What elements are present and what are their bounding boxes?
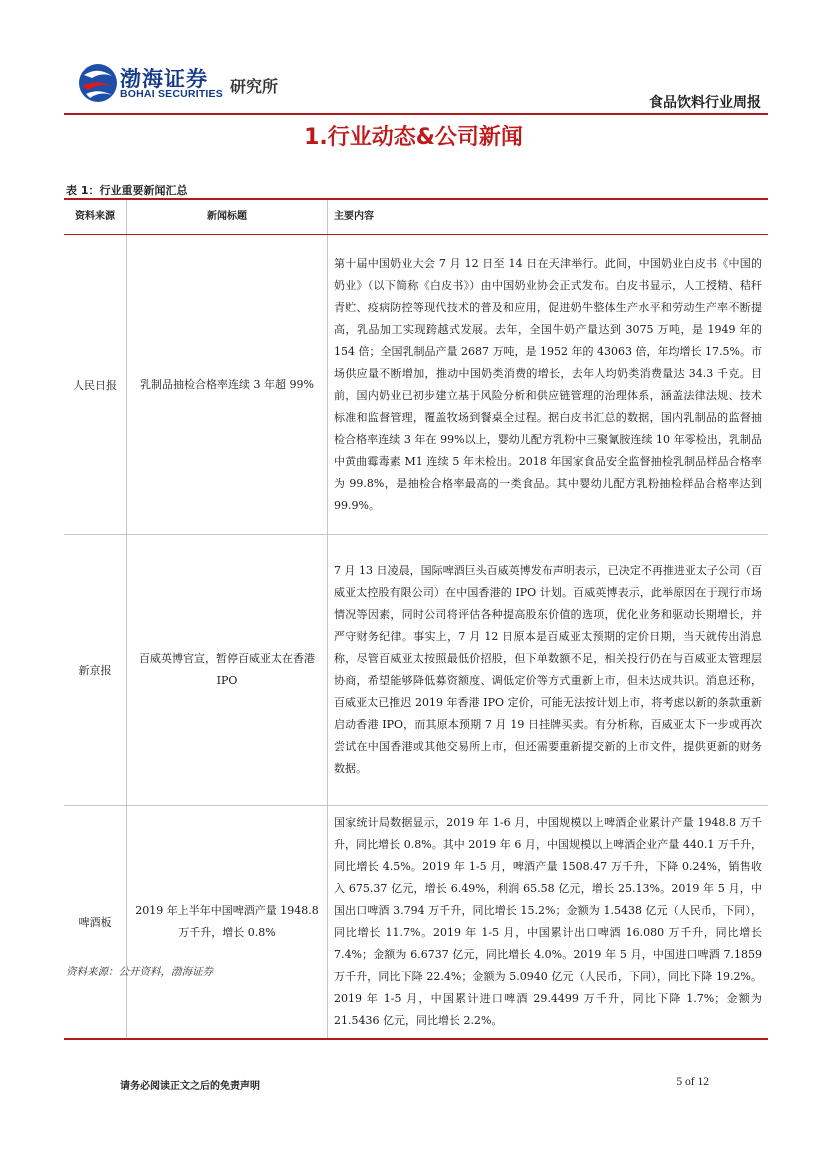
- header-content: 主要内容: [328, 199, 769, 235]
- institute-label: 研究所: [230, 77, 279, 96]
- table-row: [64, 235, 768, 535]
- row-source: 啤酒板: [64, 806, 127, 1040]
- table-row: [64, 806, 768, 1040]
- row-source: 新京报: [64, 535, 127, 806]
- table-caption: 表 1：行业重要新闻汇总: [66, 184, 188, 197]
- row-content: 7 月 13 日凌晨，国际啤酒巨头百威英博发布声明表示，已决定不再推进亚太子公司（百威亚太控股有限公司）在中国香港的 IPO 计划。百威英博表示，此举原因在于现行市场情况等因素，同时公司将评估各种提高股东价值的选项，优化业务和驱动长期增长，并严守财务纪律。事实上，7 月 12 日原本是百威亚太预期的定价日期，当天就传出消息称，尽管百威亚太按照最低价招股，但下单数额不足，相关投行仍在与百威亚太管理层协商，希望能够降低募资额度、调低定价等方式重新上市，但未达成共识。消息还称，百威亚太已推迟 2019 年香港 IPO 定价，可能无法按计划上市，将考虑以新的条款重新启动香港 IPO，而其原本预期 7 月 19 日挂牌买卖。有分析称，百威亚太下一步或再次尝试在中国香港或其他交易所上市，但还需要重新提交新的上市文件，提供更新的财务数据。: [328, 535, 769, 806]
- row-title: 2019 年上半年中国啤酒产量 1948.8 万千升，增长 0.8%: [127, 806, 328, 1040]
- brand-name-cn: 渤海证券: [120, 67, 208, 91]
- table-header-row: [64, 199, 768, 235]
- row-title: 乳制品抽检合格率连续 3 年超 99%: [127, 235, 328, 535]
- row-source: 人民日报: [73, 378, 117, 392]
- header-divider: [64, 113, 768, 115]
- section-title: 1.行业动态&公司新闻: [304, 125, 523, 150]
- page-number: 5 of 12: [676, 1076, 709, 1088]
- news-table: [64, 198, 768, 1040]
- header-source: 资料来源: [64, 199, 127, 235]
- brand-name-en: BOHAI SECURITIES: [120, 88, 223, 100]
- report-type: 食品饮料行业周报: [649, 95, 761, 111]
- disclaimer: 请务必阅读正文之后的免责声明: [120, 1081, 260, 1092]
- row-content: 国家统计局数据显示，2019 年 1-6 月，中国规模以上啤酒企业累计产量 1948.8 万千升，同比增长 0.8%。其中 2019 年 6 月，中国规模以上啤酒企业产量 440.1 万千升，同比增长 4.5%。2019 年 1-5 月，啤酒产量 1508.47 万千升，下降 0.24%，销售收入 675.37 亿元，增长 6.49%，利润 65.58 亿元，增长 25.13%。2019 年 5 月，中国出口啤酒 3.794 万千升，同比增长 15.2%；金额为 1.5438 亿元（人民币，下同），同比增长 11.7%。2019 年 1-5 月，中国累计出口啤酒 16.080 万千升，同比增长 7.4%；金额为 6.6737 亿元，同比增长 4.0%。2019 年 5 月，中国进口啤酒 7.1859 万千升，同比下降 22.4%；金额为 5.0940 亿元（人民币，下同），同比下降 19.2%。2019 年 1-5 月，中国累计进口啤酒 29.4499 万千升，同比下降 1.7%；金额为 21.5436 亿元，同比增长 2.2%。: [328, 806, 769, 1040]
- source-note: 资料来源：公开资料，渤海证券: [66, 966, 213, 978]
- row-title: 百威英博官宣，暂停百威亚太在香港 IPO: [127, 535, 328, 806]
- header-title: 新闻标题: [127, 199, 328, 235]
- row-content: 第十届中国奶业大会 7 月 12 日至 14 日在天津举行。此间，中国奶业白皮书《中国的奶业》（以下简称《白皮书》）由中国奶业协会正式发布。白皮书显示，人工授精、秸秆青贮、疫病防控等现代技术的普及和应用，促进奶牛整体生产水平和劳动生产率不断提高，乳品加工实现跨越式发展。去年，全国牛奶产量达到 3075 万吨，是 1949 年的 154 倍；全国乳制品产量 2687 万吨，是 1952 年的 43063 倍，年均增长 17.5%。市场供应量不断增加，推动中国奶类消费的增长，去年人均奶类消费量达 34.3 千克。目前，国内奶业已初步建立基于风险分析和供应链管理的治理体系，涵盖法律法规、技术标准和监督管理，覆盖牧场到餐桌全过程。据白皮书汇总的数据，国内乳制品的监督抽检合格率连续 3 年在 99%以上，婴幼儿配方乳粉中三聚氰胺连续 10 年零检出，乳制品中黄曲霉毒素 M1 连续 5 年未检出。2018 年国家食品安全监督抽检乳制品样品合格率为 99.8%，是抽检合格率最高的一类食品。其中婴幼儿配方乳粉抽检样品合格率达到 99.9%。: [334, 256, 762, 512]
- table-row: [64, 535, 768, 806]
